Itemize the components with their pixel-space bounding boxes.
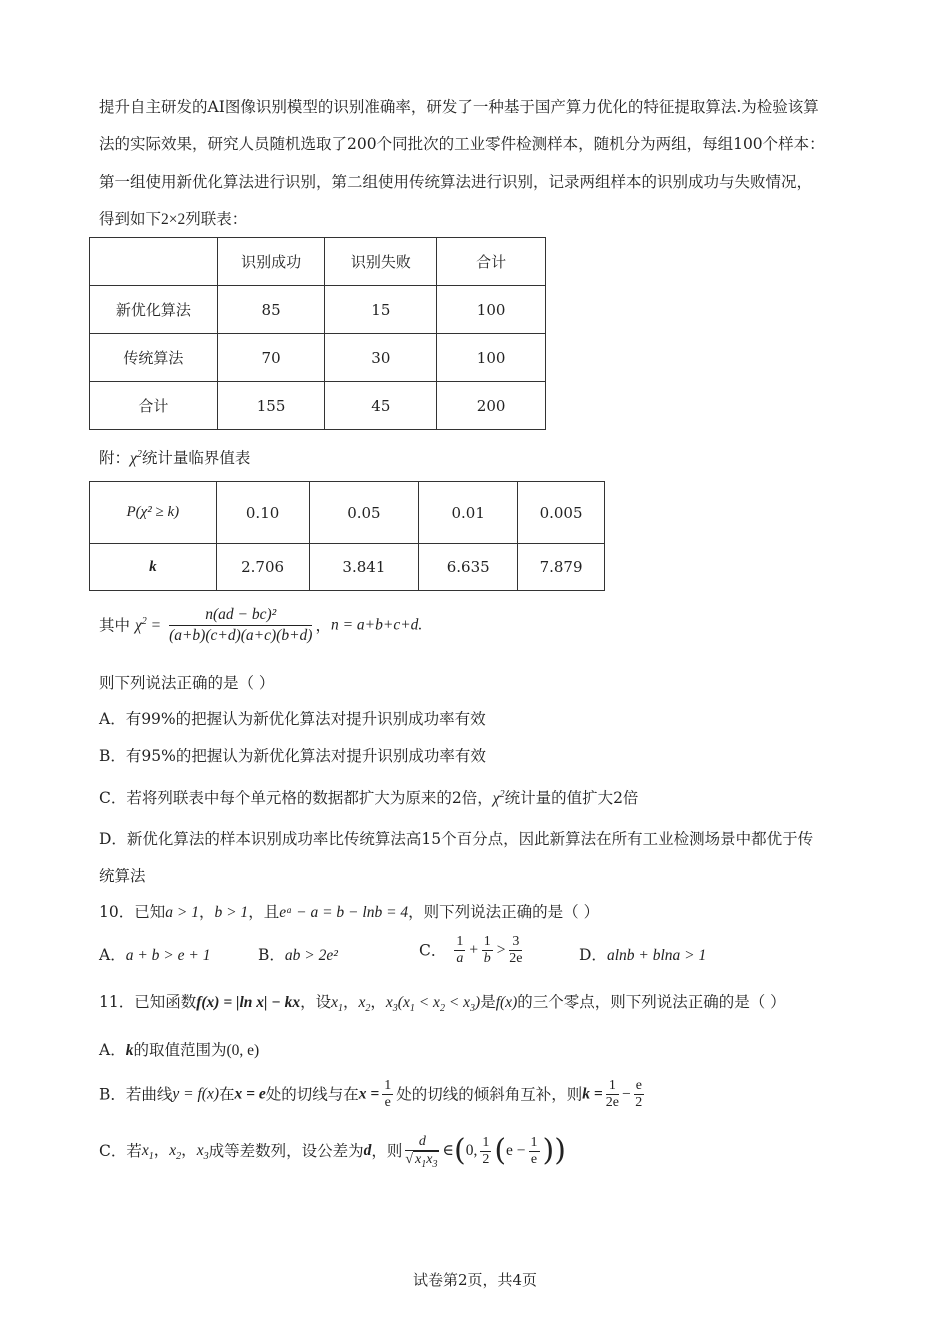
- q9-option-d-line1: D．新优化算法的样本识别成功率比传统算法高15个百分点，因此新算法在所有工业检测场景中都优于传: [99, 830, 814, 848]
- table-row: [90, 334, 546, 382]
- table-cell: 合计: [90, 382, 218, 430]
- q11-stem: 11．已知函数f(x) = |ln x| − kx，设$x_1$，$x_2$，$x_3(x_1 < x_2 < x_3)$是f(x)的三个零点，则下列说法正确的是（ ）: [99, 993, 786, 1015]
- table-cell: 0.05: [309, 482, 419, 544]
- table-cell: 45: [325, 382, 437, 430]
- intro-line-2: 法的实际效果，研究人员随机选取了200个同批次的工业零件检测样本，随机分为两组，每组100个样本：: [99, 135, 825, 153]
- q10-options: [99, 934, 739, 976]
- q11-option-b: B．若曲线y = f(x)在x = e处的切线与在x = $\frac{1}{e}$ 处的切线的倾斜角互补，则k = $\frac{1}{2e}$ − $\frac{e}{2}$: [99, 1078, 643, 1110]
- table-cell: 0.01: [419, 482, 518, 544]
- q10-option-d: D．alnb + blna > 1: [579, 946, 707, 964]
- table-cell: 0.005: [518, 482, 605, 544]
- table-cell: 0.10: [216, 482, 309, 544]
- table-cell: 85: [217, 286, 325, 334]
- table-row: [90, 544, 605, 591]
- table-row: [90, 286, 546, 334]
- table-cell: 70: [217, 334, 325, 382]
- intro-line-1: 提升自主研发的AI图像识别模型的识别准确率，研发了一种基于国产算力优化的特征提取算法.为检验该算: [99, 98, 819, 116]
- table-cell: 100: [437, 286, 546, 334]
- table-row: [90, 482, 605, 544]
- q9-stem: 则下列说法正确的是（ ）: [99, 674, 275, 692]
- table-cell: 识别成功: [217, 238, 325, 286]
- table-cell: 6.635: [419, 544, 518, 591]
- intro-line-4: 得到如下2×2列联表：: [99, 210, 248, 228]
- q9-option-b: B．有95%的把握认为新优化算法对提升识别成功率有效: [99, 747, 486, 765]
- intro-line-3: 第一组使用新优化算法进行识别，第二组使用传统算法进行识别，记录两组样本的识别成功与失败情况，: [99, 173, 813, 191]
- contingency-table: [89, 237, 546, 430]
- table-cell: 30: [325, 334, 437, 382]
- table-cell: 传统算法: [90, 334, 218, 382]
- q11-option-a: A．k的取值范围为(0, e): [99, 1041, 260, 1059]
- q9-option-d-line2: 统算法: [99, 867, 146, 885]
- table-cell: 100: [437, 334, 546, 382]
- table-cell: 新优化算法: [90, 286, 218, 334]
- q10-option-a: A．a + b > e + 1: [99, 946, 211, 964]
- q9-option-a: A．有99%的把握认为新优化算法对提升识别成功率有效: [99, 710, 486, 728]
- q11-option-c: C．若$x_1$，$x_2$，$x_3$成等差数列，设公差为d，则 $\frac{d}{√ x_1x_3}$ ∈(0, $\frac{1}{2}$ (e − $\frac{1}{e}$ )): [99, 1133, 566, 1170]
- appendix-line: 附：$\chi^2$统计量临界值表: [99, 448, 251, 467]
- table-cell: 155: [217, 382, 325, 430]
- formula-fraction: $\frac{\text{n(ad − bc)²}}{(a+b)(c+d)(a+c)(b+d)}$: [169, 606, 313, 644]
- q10-option-b: B．ab > 2e²: [258, 946, 338, 964]
- table-cell: 2.706: [216, 544, 309, 591]
- q10-option-c: C． $\frac{1}{a}$ + $\frac{1}{b}$ > $\frac{3}{2e}$: [419, 934, 523, 966]
- table-header-row: [90, 238, 546, 286]
- table-cell: 识别失败: [325, 238, 437, 286]
- chi-square-formula: 其中 $\chi^2$ = $\frac{\text{n(ad − bc)²}}{(a+b)(c+d)(a+c)(b+d)}$ ，n = a+b+c+d.: [99, 606, 423, 644]
- table-cell: 7.879: [518, 544, 605, 591]
- table-cell: P(χ² ≥ k): [90, 482, 217, 544]
- table-cell: k: [90, 544, 217, 591]
- table-cell: 15: [325, 286, 437, 334]
- q9-option-c: C．若将列联表中每个单元格的数据都扩大为原来的2倍，$\chi^2$统计量的值扩大2倍: [99, 788, 639, 807]
- q10-stem: 10．已知a > 1，b > 1，且eᵃ − a = b − lnb = 4，则下列说法正确的是（ ）: [99, 903, 600, 921]
- table-cell: 200: [437, 382, 546, 430]
- table-cell: [90, 238, 218, 286]
- table-cell: 3.841: [309, 544, 419, 591]
- page-footer: 试卷第2页，共4页: [412, 1271, 538, 1289]
- critical-value-table: [89, 481, 605, 591]
- table-row: [90, 382, 546, 430]
- table-cell: 合计: [437, 238, 546, 286]
